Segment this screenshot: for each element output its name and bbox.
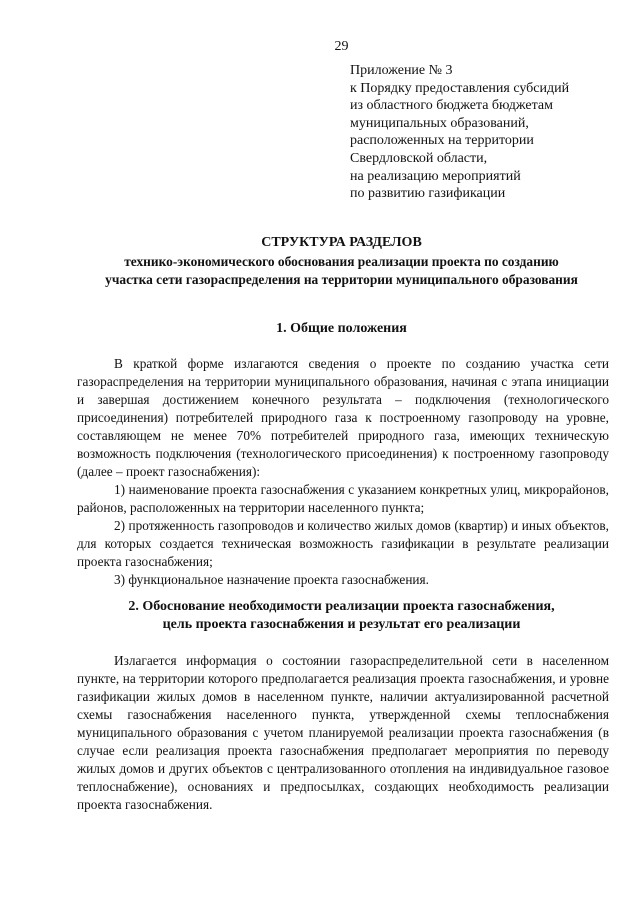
page-number: 29 <box>334 39 349 54</box>
appendix-line: по развитию газификации <box>350 186 506 202</box>
list-item: 1) наименование проекта газоснабжения с указанием конкретных улиц, микрорайонов, районов, расположенных на территории населенного пункта; <box>77 482 609 515</box>
appendix-line: муниципальных образований, <box>350 115 529 131</box>
section-2-heading-line: 2. Обоснование необходимости реализации проекта газоснабжения, <box>128 599 555 614</box>
section-2-heading-line: цель проекта газоснабжения и результат его реализации <box>162 617 521 632</box>
section-2-body <box>77 652 609 814</box>
section-1-intro-paragraph: В краткой форме излагаются сведения о проекте по созданию участка сети газораспределения на территории муниципального образования, начиная с этапа инициации и завершая достижением конечного результата – подключения (технологического присоединения) потребителей природного газа к построенному газопроводу на уровне, составляющем не менее 70% потребителей природного газа, имеющих техническую возможность подключения (технологического присоединения) к построенному газопроводу (далее – проект газоснабжения): <box>77 356 609 479</box>
section-1-heading: 1. Общие положения <box>276 321 407 336</box>
section-2-paragraph: Излагается информация о состоянии газораспределительной сети в населенном пункте, на территории которого предполагается реализация проекта газоснабжения, и уровне газификации жилых домов в населенном пункте, наличии актуализированной расчетной схемы газоснабжения населенного пункта, утвержденной схемы теплоснабжения муниципального образования с учетом планируемой реализации проекта газоснабжения (в случае если реализация проекта газоснабжения предполагает мероприятия по переводу жилых домов и других объектов с централизованного отопления на индивидуальное газовое теплоснабжение), основаниях и предпосылках, создающих необходимость реализации проекта газоснабжения. <box>77 653 609 812</box>
section-1-body <box>77 355 609 589</box>
document-title: СТРУКТУРА РАЗДЕЛОВ <box>261 235 422 250</box>
appendix-line: из областного бюджета бюджетам <box>350 98 553 114</box>
document-title-block <box>40 234 640 289</box>
document-subtitle-line: участка сети газораспределения на территории муниципального образования <box>105 272 578 287</box>
appendix-line: на реализацию мероприятий <box>350 168 521 184</box>
list-item: 3) функциональное назначение проекта газоснабжения. <box>114 572 429 587</box>
appendix-line: расположенных на территории <box>350 133 534 149</box>
list-item: 2) протяженность газопроводов и количество жилых домов (квартир) и иных объектов, для которых создается техническая возможность газификации в результате реализации проекта газоснабжения; <box>77 518 609 569</box>
section-2-heading <box>40 598 640 634</box>
appendix-line: Приложение № 3 <box>350 63 453 78</box>
appendix-line: к Порядку предоставления субсидий <box>350 80 570 96</box>
appendix-line: Свердловской области, <box>350 150 488 166</box>
appendix-reference <box>350 62 620 203</box>
document-subtitle-line: технико-экономического обоснования реализации проекта по созданию <box>124 254 559 269</box>
